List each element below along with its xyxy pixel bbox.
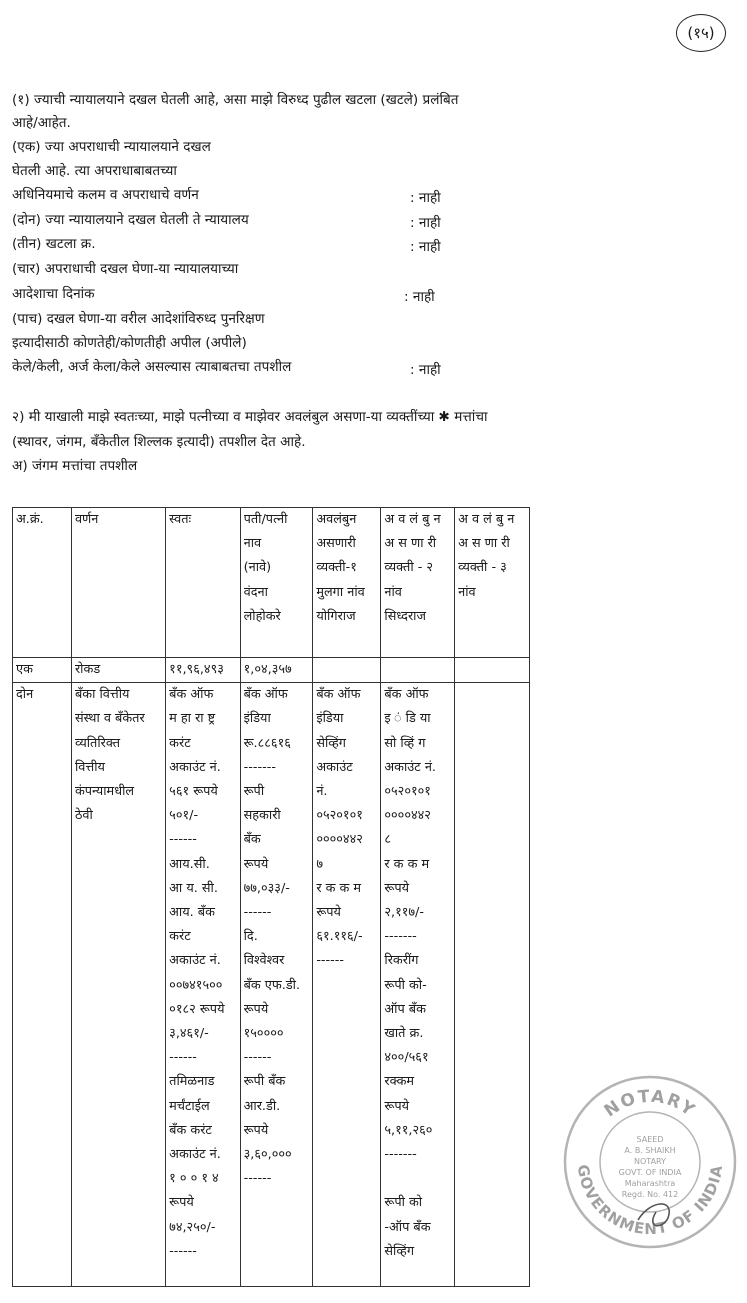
cell-line: इंडिया — [243, 711, 271, 727]
cell-line: नं. — [316, 784, 328, 800]
table-cell — [313, 658, 381, 683]
cell-line: ------- — [384, 929, 417, 945]
cell-line: सो व्हिं ग — [384, 735, 426, 751]
cell-line: बँक ऑफ — [243, 687, 288, 703]
cell-line: ००७४१५०० — [169, 977, 223, 993]
cell-line: ५६१ रूपये — [169, 784, 218, 800]
cell-line: २,११७/- — [384, 905, 424, 921]
table-header-row — [13, 508, 530, 658]
table-cell — [381, 658, 455, 683]
cell-line: अ.क्रं. — [16, 512, 44, 527]
cell-line: र क क म — [316, 880, 362, 896]
cell-line: ५,११,२६० — [384, 1122, 433, 1138]
cell-line: -ऑप बँक — [384, 1219, 431, 1235]
cell-line: अकाउंट नं. — [169, 1147, 221, 1163]
stamp-name-line: GOVT. OF INDIA — [618, 1168, 682, 1177]
cell-line: १ ० ० १ ४ — [169, 1171, 219, 1187]
cell-line: वित्तीय — [74, 759, 105, 775]
section1-intro-line1: (१) ज्याची न्यायालयाने दखल घेतली आहे, असा माझे विरुध्द पुढील खटला (खटले) प्रलंबित — [12, 92, 459, 108]
item1-line2: घेतली आहे. त्या अपराधाबाबतच्या — [12, 163, 177, 179]
cell-line: नाव — [243, 536, 262, 552]
cell-line: नांव — [384, 584, 402, 600]
cell-line: (नावे) — [243, 560, 272, 576]
cell-line: आय.सी. — [169, 856, 210, 872]
table-row — [13, 683, 530, 1287]
cell-line: ७ — [316, 856, 323, 872]
cell-line: बँक एफ.डी. — [243, 977, 301, 993]
table-cell — [455, 683, 530, 1287]
cell-line: १,०४,३५७ — [243, 662, 292, 677]
cell-line: वंदना — [243, 584, 268, 600]
cell-line: आ य. सी. — [169, 880, 218, 896]
cell-line: दोन — [16, 687, 34, 703]
cell-line: कंपन्यामधील — [74, 784, 135, 800]
cell-line: लोहोकरे — [243, 608, 281, 624]
cell-line: वर्णन — [74, 512, 99, 527]
cell-line: करंट — [169, 929, 191, 945]
cell-line: रू.८८६१६ — [243, 735, 291, 751]
cell-line: सेव्हिंग — [384, 1243, 415, 1259]
cell-line: व्यक्ती-१ — [316, 560, 357, 576]
cell-line: र क क म — [384, 856, 430, 872]
cell-line: ११,९६,४९३ — [169, 662, 224, 677]
cell-line: अ व लं बु न — [458, 512, 515, 527]
cell-line: बँक ऑफ — [384, 687, 429, 703]
cell-line: रूपी को- — [384, 977, 427, 993]
item1-line1: (एक) ज्या अपराधाची न्यायालयाने दखल — [12, 139, 211, 155]
cell-line: रूपये — [384, 880, 410, 896]
stamp-name-line: NOTARY — [634, 1157, 666, 1166]
stamp-name-line: Regd. No. 412 — [621, 1190, 679, 1199]
item4-line1: (चार) अपराधाची दखल घेणा-या न्यायालयाच्या — [12, 261, 239, 277]
cell-line: मर्चंटाईल — [169, 1098, 210, 1114]
cell-line: व्यक्ती - ३ — [458, 560, 507, 576]
cell-line: अकाउंट नं. — [169, 953, 221, 969]
item5-value: : नाही — [410, 362, 441, 378]
cell-line: विश्वेश्वर — [243, 953, 285, 969]
cell-line: ठेवी — [74, 808, 93, 824]
cell-line: अकाउंट नं. — [384, 759, 436, 775]
cell-line: अ स णा री — [458, 536, 510, 552]
cell-line: सिध्दराज — [384, 608, 426, 624]
table-cell — [240, 658, 313, 683]
section2-line3: अ) जंगम मत्तांचा तपशील — [12, 458, 138, 474]
cell-line: व्यक्ती - २ — [384, 560, 434, 576]
cell-line: बँका वित्तीय — [74, 687, 130, 703]
cell-line: रूपी बँक — [243, 1074, 286, 1090]
cell-line: ------ — [169, 832, 197, 848]
cell-line: रूपये — [243, 1001, 269, 1017]
header-cell — [313, 508, 381, 658]
section1-intro-line2: आहे/आहेत. — [12, 115, 71, 131]
table-cell — [166, 658, 240, 683]
cell-line: ०५२०१०१ — [384, 784, 431, 800]
cell-line: ०५२०१०१ — [316, 808, 363, 824]
cell-line: बँक — [243, 832, 261, 848]
stamp-bottom-text: GOVERNMENT OF INDIA — [573, 1163, 727, 1239]
item5-line3: केले/केली, अर्ज केला/केले असल्यास त्याबाबतचा तपशील — [12, 359, 292, 375]
cell-line: संस्था व बँकेतर — [74, 711, 145, 727]
table-row — [13, 658, 530, 683]
cell-line: सेव्हिंग — [316, 735, 346, 751]
notary-stamp — [560, 1070, 740, 1250]
cell-line: ००००४४२ — [316, 832, 363, 848]
cell-line: ४००/५६१ — [384, 1050, 429, 1066]
item2-value: : नाही — [410, 215, 441, 231]
item5-line1: (पाच) दखल घेणा-या वरील आदेशांविरुध्द पुनरिक्षण — [12, 311, 265, 327]
cell-line: असणारी — [316, 536, 356, 552]
cell-line: अ स णा री — [384, 536, 437, 552]
stamp-name-line: A. B. SHAIKH — [624, 1146, 676, 1155]
cell-line: व्यतिरिक्त — [74, 735, 121, 751]
cell-line: रूपये — [384, 1098, 410, 1114]
table-cell — [240, 683, 313, 1287]
header-cell — [455, 508, 530, 658]
cell-line: ------ — [243, 1050, 272, 1066]
cell-line: ७४,२५०/- — [169, 1219, 216, 1235]
cell-line: ७७,०३३/- — [243, 880, 290, 896]
cell-line: रिकरींग — [384, 953, 419, 969]
item4-line2: आदेशाचा दिनांक — [12, 286, 95, 302]
cell-line: ००००४४२ — [384, 808, 431, 824]
table-cell — [381, 683, 455, 1287]
cell-line — [384, 1167, 451, 1191]
cell-line: रूपये — [243, 856, 269, 872]
cell-line: ६१.११६/- — [316, 929, 363, 945]
cell-line: मुलगा नांव — [316, 584, 365, 600]
table-cell — [455, 658, 530, 683]
cell-line: आर.डी. — [243, 1098, 281, 1114]
section2-line2: (स्थावर, जंगम, बँकेतील शिल्लक इत्यादी) तपशील देत आहे. — [12, 434, 306, 450]
cell-line: ३,६०,००० — [243, 1147, 292, 1163]
header-cell — [166, 508, 240, 658]
cell-line: रूपये — [169, 1195, 194, 1211]
cell-line: ------ — [169, 1243, 197, 1259]
cell-line: ------- — [243, 759, 276, 775]
cell-line: करंट — [169, 735, 191, 751]
cell-line: एक — [16, 662, 33, 677]
stamp-top-text: NOTARY — [600, 1086, 700, 1122]
cell-line: रूपी — [243, 784, 265, 800]
cell-line: दि. — [243, 929, 258, 945]
cell-line: योगिराज — [316, 608, 356, 624]
header-cell — [71, 508, 165, 658]
cell-line: आय. बँक — [169, 905, 215, 921]
item1-line3: अधिनियमाचे कलम व अपराधाचे वर्णन — [12, 187, 199, 203]
cell-line: पती/पत्नी — [243, 512, 288, 527]
cell-line: ०१८२ रूपये — [169, 1001, 225, 1017]
cell-line: इंडिया — [316, 711, 344, 727]
cell-line: सहकारी — [243, 808, 281, 824]
cell-line: रूपये — [316, 905, 341, 921]
cell-line: अकाउंट — [316, 759, 353, 775]
table-cell — [71, 658, 165, 683]
header-cell — [381, 508, 455, 658]
cell-line: १५०००० — [243, 1026, 284, 1042]
stamp-name-line: SAEED — [636, 1135, 664, 1144]
table-cell — [166, 683, 240, 1287]
cell-line: ------ — [243, 905, 272, 921]
cell-line: अ व लं बु न — [384, 512, 441, 527]
table-cell — [71, 683, 165, 1287]
cell-line: ५०१/- — [169, 808, 199, 824]
table-cell — [13, 658, 72, 683]
page-number: (१५) — [676, 14, 726, 52]
table-cell — [313, 683, 381, 1287]
cell-line: तमिळनाड — [169, 1074, 215, 1090]
cell-line: बँक ऑफ — [169, 687, 214, 703]
cell-line: अकाउंट नं. — [169, 759, 221, 775]
cell-line: अवलंबुन — [316, 512, 357, 527]
cell-line: ऑप बँक — [384, 1001, 426, 1017]
item4-value: : नाही — [404, 289, 435, 305]
cell-line: ------- — [384, 1147, 417, 1163]
cell-line: बँक करंट — [169, 1122, 212, 1138]
cell-line: बँक ऑफ — [316, 687, 361, 703]
header-cell — [13, 508, 72, 658]
cell-line: खाते क्र. — [384, 1026, 424, 1042]
stamp-name-line: Maharashtra — [624, 1179, 676, 1188]
cell-line: ------ — [243, 1171, 272, 1187]
cell-line: नांव — [458, 584, 476, 600]
item5-line2: इत्यादीसाठी कोणतेही/कोणतीही अपील (अपीले) — [12, 335, 247, 351]
cell-line: रूपये — [243, 1122, 269, 1138]
cell-line: ------ — [316, 953, 345, 969]
item3-line1: (तीन) खटला क्र. — [12, 236, 96, 252]
item3-value: : नाही — [410, 239, 441, 255]
movable-assets-table — [12, 507, 530, 1287]
section2-line1: २) मी याखाली माझे स्वतःच्या, माझे पत्नीच्या व माझेवर अवलंबुल असणा-या व्यक्तींच्या ✱ मत्तांचा — [12, 409, 488, 425]
header-cell — [240, 508, 313, 658]
cell-line: रोकड — [74, 662, 101, 677]
item2-line1: (दोन) ज्या न्यायालयाने दखल घेतली ते न्यायालय — [12, 212, 249, 228]
cell-line: ३,४६१/- — [169, 1026, 209, 1042]
cell-line: इ ं डि या — [384, 711, 431, 727]
cell-line: ------ — [169, 1050, 197, 1066]
cell-line: रूपी को — [384, 1195, 423, 1211]
cell-line: ८ — [384, 832, 392, 848]
table-cell — [13, 683, 72, 1287]
cell-line: स्वतः — [169, 512, 192, 527]
cell-line: म हा रा ष्ट्र — [169, 711, 216, 727]
item1-value: : नाही — [410, 190, 441, 206]
cell-line: रक्कम — [384, 1074, 415, 1090]
